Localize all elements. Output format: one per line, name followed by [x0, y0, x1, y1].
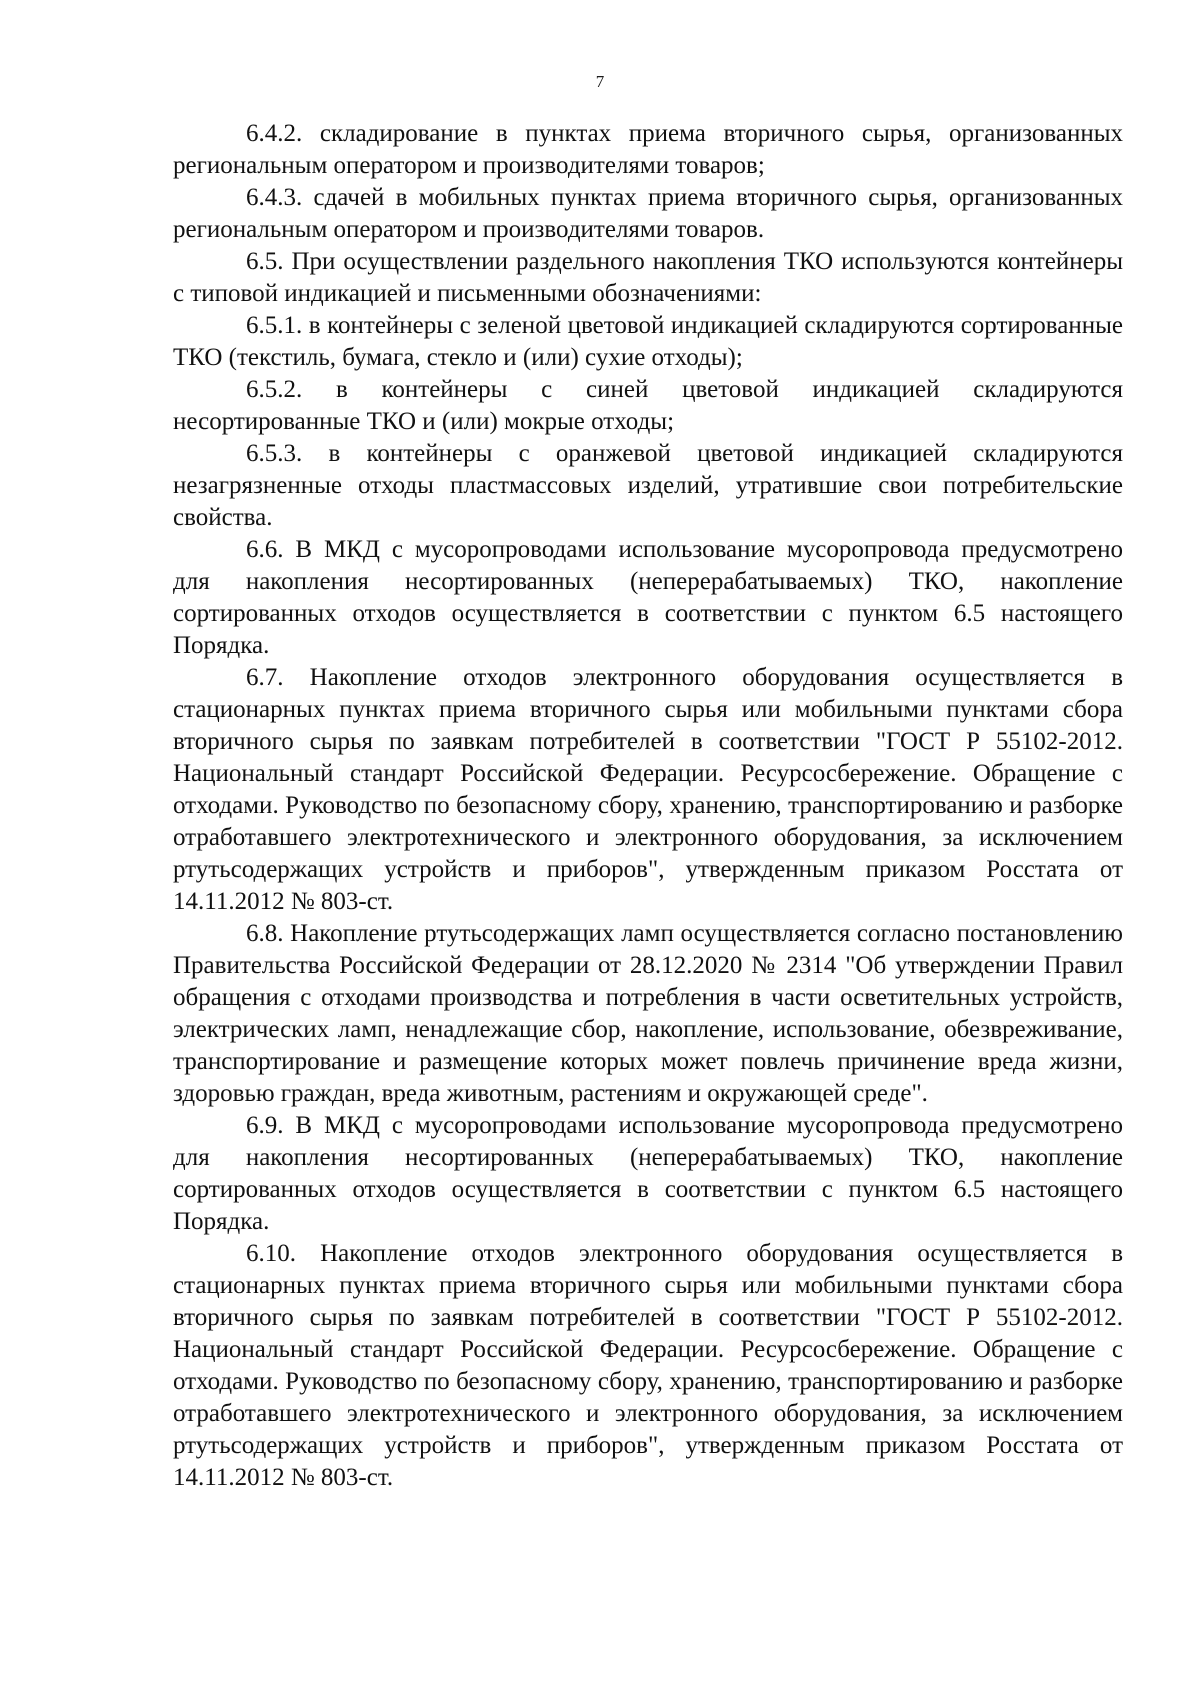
paragraph-6-5-1: 6.5.1. в контейнеры с зеленой цветовой индикацией складируются сортированные ТКО (текстиль, бумага, стекло и (или) сухие отходы);: [173, 312, 1123, 371]
paragraph-6-8: 6.8. Накопление ртутьсодержащих ламп осуществляется согласно постановлению Правительства Российской Федерации от 28.12.2020 № 2314 "Об утверждении Правил обращения с отходами производства и потребления в части осветительных устройств, электрических ламп, ненадлежащие сбор, накопление, использование, обезвреживание, транспортирование и размещение которых может повлечь причинение вреда жизни, здоровью граждан, вреда животным, растениям и окружающей среде".: [173, 920, 1123, 1107]
paragraph-6-4-3: 6.4.3. сдачей в мобильных пунктах приема вторичного сырья, организованных региональным оператором и производителями товаров.: [173, 184, 1123, 243]
paragraph-6-5-2: 6.5.2. в контейнеры с синей цветовой индикацией складируются несортированные ТКО и (или) мокрые отходы;: [173, 376, 1123, 435]
paragraph-6-7: 6.7. Накопление отходов электронного оборудования осуществляется в стационарных пунктах приема вторичного сырья или мобильными пунктами сбора вторичного сырья по заявкам потребителей в соответствии "ГОСТ Р 55102-2012. Национальный стандарт Российской Федерации. Ресурсосбережение. Обращение с отходами. Руководство по безопасному сбору, хранению, транспортированию и разборке отработавшего электротехнического и электронного оборудования, за исключением ртутьсодержащих устройств и приборов", утвержденным приказом Росстата от 14.11.2012 № 803-ст.: [173, 664, 1123, 915]
paragraph-6-9: 6.9. В МКД с мусоропроводами использование мусоропровода предусмотрено для накопления несортированных (неперерабатываемых) ТКО, накопление сортированных отходов осуществляется в соответствии с пунктом 6.5 настоящего Порядка.: [173, 1112, 1123, 1235]
page-number: 7: [595, 72, 605, 91]
document-body: [173, 118, 1123, 1494]
paragraph-6-6: 6.6. В МКД с мусоропроводами использование мусоропровода предусмотрено для накопления несортированных (неперерабатываемых) ТКО, накопление сортированных отходов осуществляется в соответствии с пунктом 6.5 настоящего Порядка.: [173, 536, 1123, 659]
paragraph-6-10: 6.10. Накопление отходов электронного оборудования осуществляется в стационарных пунктах приема вторичного сырья или мобильными пунктами сбора вторичного сырья по заявкам потребителей в соответствии "ГОСТ Р 55102-2012. Национальный стандарт Российской Федерации. Ресурсосбережение. Обращение с отходами. Руководство по безопасному сбору, хранению, транспортированию и разборке отработавшего электротехнического и электронного оборудования, за исключением ртутьсодержащих устройств и приборов", утвержденным приказом Росстата от 14.11.2012 № 803-ст.: [173, 1240, 1123, 1491]
paragraph-6-5-3: 6.5.3. в контейнеры с оранжевой цветовой индикацией складируются незагрязненные отходы пластмассовых изделий, утратившие свои потребительские свойства.: [173, 440, 1123, 531]
paragraph-6-5: 6.5. При осуществлении раздельного накопления ТКО используются контейнеры с типовой индикацией и письменными обозначениями:: [173, 248, 1123, 307]
paragraph-6-4-2: 6.4.2. складирование в пунктах приема вторичного сырья, организованных региональным оператором и производителями товаров;: [173, 120, 1123, 179]
